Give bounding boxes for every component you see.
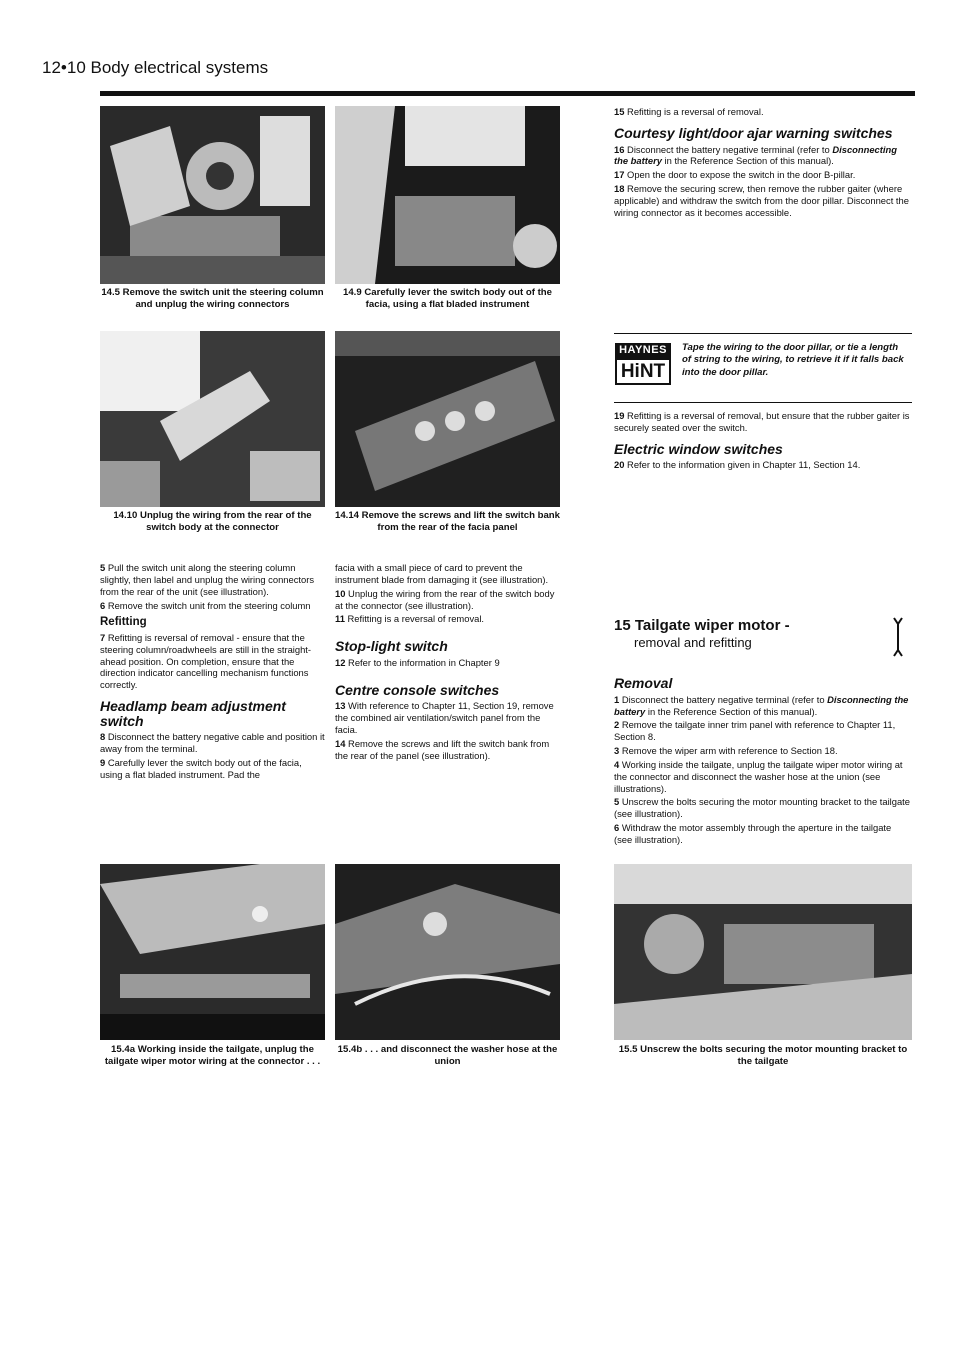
heading-centre-console: Centre console switches	[335, 681, 500, 698]
caption-14-5: 14.5 Remove the switch unit the steering column and unplug the wiring connectors	[101, 287, 324, 310]
chapter-title: Body electrical systems	[90, 58, 269, 77]
caption-15-4a: 15.4a Working inside the tailgate, unplug the tailgate wiper motor wiring at the connector . . .	[104, 1044, 321, 1067]
paragraph: 5 Unscrew the bolts securing the motor mounting bracket to the tailgate (see illustration).	[614, 796, 910, 820]
header-rule	[100, 91, 915, 96]
photo-14-10	[100, 331, 325, 507]
photo-14-9	[335, 106, 560, 284]
difficulty-spanner-icon	[890, 616, 906, 658]
heading-electric-window: Electric window switches	[614, 440, 783, 457]
caption-14-9: 14.9 Carefully lever the switch body out of the facia, using a flat bladed instrument	[343, 287, 552, 310]
paragraph: 2 Remove the tailgate inner trim panel with reference to Chapter 11, Section 8.	[614, 719, 896, 743]
heading-removal: Removal	[614, 675, 673, 691]
paragraph: 8 Disconnect the battery negative cable and position it away from the terminal.	[100, 731, 325, 755]
paragraph: 9 Carefully lever the switch body out of the facia, using a flat bladed instrument. Pad the	[100, 757, 302, 780]
page-number: 12•10	[42, 58, 86, 77]
photo-15-5	[614, 864, 912, 1040]
paragraph: 13 With reference to Chapter 11, Section 19, remove the combined air ventilation/switch panel from the facia.	[335, 700, 554, 736]
paragraph: 15 Refitting is a reversal of removal.	[614, 106, 764, 117]
paragraph: 6 Withdraw the motor assembly through the aperture in the tailgate (see illustration).	[614, 822, 892, 845]
paragraph: facia with a small piece of card to prevent the instrument blade from damaging it (see illustration).	[335, 562, 549, 585]
haynes-hint-logo: HAYNES HiNT	[615, 343, 671, 387]
paragraph: 4 Working inside the tailgate, unplug the tailgate wiper motor wiring at the connector and disconnect the washer hose at the union (see illustrations).	[614, 758, 903, 794]
paragraph: 19 Refitting is a reversal of removal, but ensure that the rubber gaiter is securely seated over the switch.	[614, 410, 910, 433]
text-column-left	[100, 562, 325, 783]
paragraph: 17 Open the door to expose the switch in the door B-pillar.	[614, 169, 856, 181]
caption-15-4b: 15.4b . . . and disconnect the washer hose at the union	[337, 1044, 558, 1067]
haynes-hint-box	[614, 333, 912, 403]
photo-15-4a	[100, 864, 325, 1040]
photo-14-14	[335, 331, 560, 507]
photo-14-5	[100, 106, 325, 284]
paragraph: 7 Refitting is reversal of removal - ensure that the steering column/roadwheels are still in the straight-ahead position. On completion, ensure that the direction indicator cancelling mechanism functions correctly.	[100, 631, 312, 691]
heading-courtesy-light: Courtesy light/door ajar warning switches	[614, 124, 893, 141]
caption-14-10: 14.10 Unplug the wiring from the rear of the switch body at the connector	[113, 510, 312, 533]
text-column-right-top	[614, 106, 912, 221]
text-column-right-bottom	[614, 668, 912, 848]
hint-text: Tape the wiring to the door pillar, or tie a length of string to the wiring, to retrieve it if it falls back into the door pillar.	[682, 342, 904, 378]
heading-refitting: Refitting	[100, 616, 147, 629]
section-15-heading: 15 Tailgate wiper motor - removal and refitting	[614, 617, 790, 650]
text-column-middle	[335, 562, 560, 764]
paragraph: 16 Disconnect the battery negative terminal (refer to Disconnecting the battery in the Reference Section of this manual).	[614, 143, 897, 167]
paragraph: 18 Remove the securing screw, then remove the rubber gaiter (where applicable) and withdraw the switch from the door pillar. Disconnect the wiring connector as it becomes accessible.	[614, 183, 909, 218]
heading-stop-light: Stop-light switch	[335, 638, 448, 655]
photo-15-4b	[335, 864, 560, 1040]
text-column-right-mid	[614, 410, 912, 473]
caption-15-5: 15.5 Unscrew the bolts securing the motor mounting bracket to the tailgate	[618, 1044, 908, 1067]
paragraph: 10 Unplug the wiring from the rear of the switch body at the connector (see illustration).	[335, 587, 555, 611]
paragraph: 6 Remove the switch unit from the steering column	[100, 599, 311, 611]
paragraph: 5 Pull the switch unit along the steering column slightly, then label and unplug the wiring connectors from the rear of the unit (see illustration).	[100, 562, 315, 597]
paragraph: 12 Refer to the information in Chapter 9	[335, 656, 500, 668]
paragraph: 14 Remove the screws and lift the switch bank from the rear of the panel (see illustration).	[335, 737, 550, 761]
paragraph: 3 Remove the wiper arm with reference to Section 18.	[614, 745, 838, 757]
caption-14-14: 14.14 Remove the screws and lift the switch bank from the rear of the facia panel	[335, 510, 560, 533]
paragraph: 1 Disconnect the battery negative terminal (refer to Disconnecting the battery in the Reference Section of this manual).	[614, 693, 909, 717]
page-header	[42, 58, 268, 78]
heading-headlamp: Headlamp beam adjustment switch	[100, 698, 286, 729]
paragraph: 11 Refitting is a reversal of removal.	[335, 613, 485, 625]
paragraph: 20 Refer to the information given in Chapter 11, Section 14.	[614, 459, 861, 471]
